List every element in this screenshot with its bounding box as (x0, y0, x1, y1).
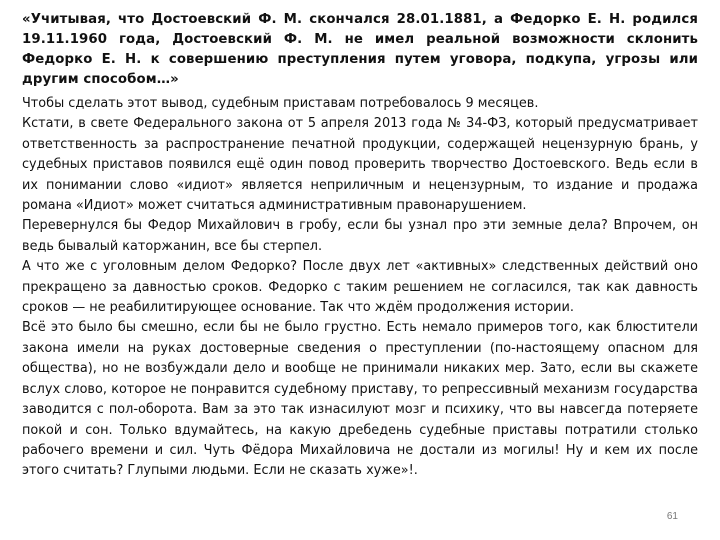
paragraph-1: Чтобы сделать этот вывод, судебным приставам потребовалось 9 месяцев. (22, 96, 539, 111)
quote-paragraph: «Учитывая, что Достоевский Ф. М. скончался 28.01.1881, а Федорко Е. Н. родился 19.11.1960 года, Достоевский Ф. М. не имел реальной возможности склонить Федорко Е. Н. к совершению преступления путем уговора, подкупа, угрозы или другим способом…» (22, 12, 698, 87)
paragraph-4: А что же с уголовным делом Федорко? После двух лет «активных» следственных действий оно прекращено за давностью сроков. Федорко с таким решением не согласился, так как давность сроков — не реабилитирующее основание. Так что ждём продолжения истории. (22, 259, 698, 316)
page-number: 61 (666, 511, 678, 522)
document-page (22, 10, 698, 530)
paragraph-2: Кстати, в свете Федерального закона от 5 апреля 2013 года № 34-ФЗ, который предусматривает ответственность за распространение печатной продукции, содержащей нецензурную брань, у судебных приставов появился ещё один повод проверить творчество Достоевского. Ведь если в их понимании слово «идиот» является неприличным и нецензурным, то издание и продажа романа «Идиот» может считаться административным правонарушением. (22, 116, 698, 214)
paragraph-5: Всё это было бы смешно, если бы не было грустно. Есть немало примеров того, как блюстители закона имели на руках достоверные сведения о преступлении (по-настоящему опасном для общества), но не возбуждали дело и вообще не принимали никаких мер. Зато, если вы скажете вслух слово, которое не понравится судебному приставу, то репрессивный механизм государства заводится с пол-оборота. Вам за это так изнасилуют мозг и психику, что вы навсегда потеряете покой и сон. Только вдумайтесь, на какую дребедень судебные приставы потратили столько рабочего времени и сил. Чуть Фёдора Михайловича не достали из могилы! Ну и кем их после этого считать? Глупыми людьми. Если не сказать хуже»!. (22, 320, 698, 479)
paragraph-3: Перевернулся бы Федор Михайлович в гробу, если бы узнал про эти земные дела? Впрочем, он ведь бывалый каторжанин, все бы стерпел. (22, 218, 698, 254)
